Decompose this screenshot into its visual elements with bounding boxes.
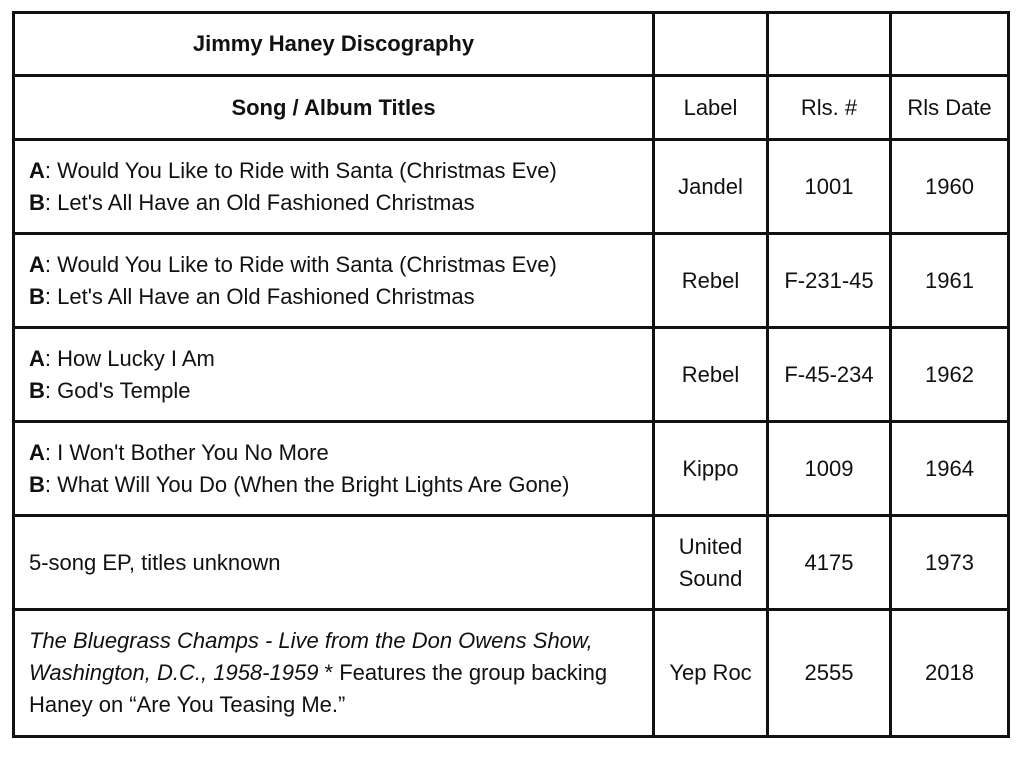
side-b-line: [29, 281, 638, 313]
release-number-cell: 4175: [768, 516, 891, 610]
side-a-title: : Would You Like to Ride with Santa (Christmas Eve): [44, 251, 557, 277]
empty-cell: [768, 13, 891, 76]
label-cell: Kippo: [654, 422, 768, 516]
song-titles: [14, 422, 654, 516]
table-row: [14, 610, 1009, 737]
side-b-title: : What Will You Do (When the Bright Lights Are Gone): [44, 471, 570, 497]
side-b-marker: B: [29, 283, 45, 309]
song-titles: [14, 328, 654, 422]
release-number-cell: 1001: [768, 140, 891, 234]
header-release-number: Rls. #: [768, 76, 891, 140]
release-date-cell: 1962: [891, 328, 1009, 422]
label-cell: Jandel: [654, 140, 768, 234]
release-date-cell: 1960: [891, 140, 1009, 234]
release-date-cell: 1973: [891, 516, 1009, 610]
song-titles: [14, 234, 654, 328]
discography-table: [12, 11, 1010, 738]
side-a-marker: A: [29, 251, 45, 277]
label-cell: Rebel: [654, 328, 768, 422]
side-a-title: : I Won't Bother You No More: [44, 439, 329, 465]
table-row: [14, 234, 1009, 328]
label-cell: Rebel: [654, 234, 768, 328]
release-number-cell: 1009: [768, 422, 891, 516]
side-b-marker: B: [29, 377, 45, 403]
side-b-line: [29, 375, 638, 407]
side-b-marker: B: [29, 189, 45, 215]
release-date-cell: 2018: [891, 610, 1009, 737]
table-title: Jimmy Haney Discography: [14, 13, 654, 76]
label-cell: [654, 516, 768, 610]
table-row: [14, 516, 1009, 610]
release-date-cell: 1961: [891, 234, 1009, 328]
side-b-title: : Let's All Have an Old Fashioned Christmas: [44, 283, 475, 309]
header-row: [14, 76, 1009, 140]
empty-cell: [654, 13, 768, 76]
title-row: [14, 13, 1009, 76]
table-row: [14, 140, 1009, 234]
empty-cell: [891, 13, 1009, 76]
header-titles: Song / Album Titles: [14, 76, 654, 140]
table-row: [14, 422, 1009, 516]
release-number-cell: 2555: [768, 610, 891, 737]
side-b-line: [29, 187, 638, 219]
release-number-cell: F-231-45: [768, 234, 891, 328]
song-titles: [14, 610, 654, 737]
side-b-line: [29, 469, 638, 501]
side-b-marker: B: [29, 471, 45, 497]
side-a-line: [29, 343, 638, 375]
side-a-title: : How Lucky I Am: [44, 345, 215, 371]
side-b-title: : Let's All Have an Old Fashioned Christmas: [44, 189, 475, 215]
header-release-date: Rls Date: [891, 76, 1009, 140]
album-note: * Features the group backing Haney on “Are You Teasing Me.”: [29, 660, 608, 717]
side-a-line: [29, 249, 638, 281]
album-title: The Bluegrass Champs - Live from the Don Owens Show, Washington, D.C., 1958-1959: [29, 628, 593, 685]
song-titles: 5-song EP, titles unknown: [14, 516, 654, 610]
label-cell: Yep Roc: [654, 610, 768, 737]
side-a-marker: A: [29, 157, 45, 183]
side-a-marker: A: [29, 345, 45, 371]
side-a-line: [29, 437, 638, 469]
side-b-title: : God's Temple: [44, 377, 191, 403]
label-line: United: [678, 533, 743, 559]
side-a-title: : Would You Like to Ride with Santa (Christmas Eve): [44, 157, 557, 183]
side-a-line: [29, 155, 638, 187]
release-number-cell: F-45-234: [768, 328, 891, 422]
label-line: Sound: [678, 565, 743, 591]
table-row: [14, 328, 1009, 422]
release-date-cell: 1964: [891, 422, 1009, 516]
song-titles: [14, 140, 654, 234]
side-a-marker: A: [29, 439, 45, 465]
header-label: Label: [654, 76, 768, 140]
